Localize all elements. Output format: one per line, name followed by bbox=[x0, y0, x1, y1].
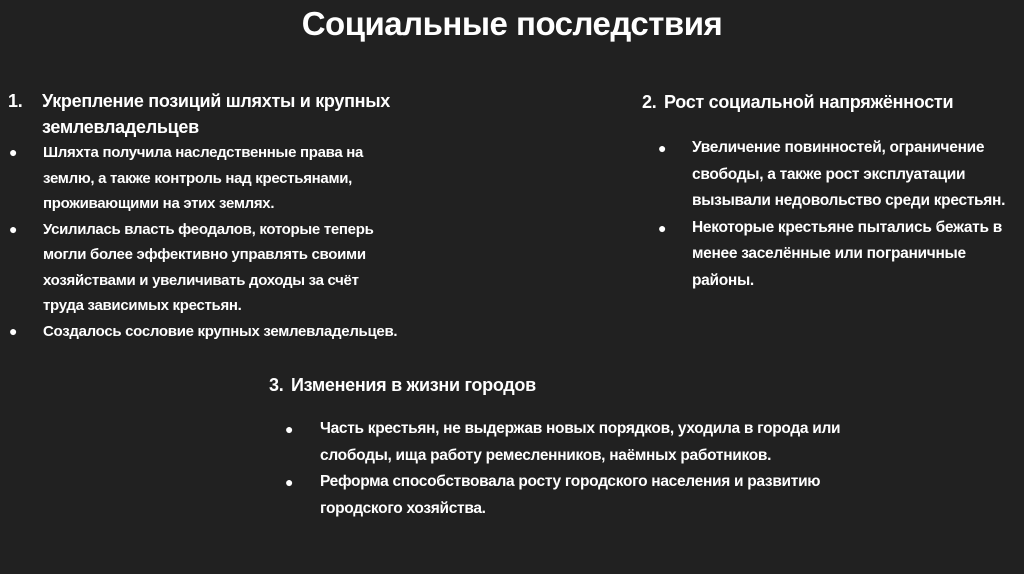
section-number: 1. bbox=[8, 91, 23, 111]
list-item-text: Увеличение повинностей, ограничение свободы, а также рост эксплуатации вызывали недовольство среди крестьян. bbox=[692, 139, 1006, 209]
list-item-text: Реформа способствовала росту городского населения и развитию городского хозяйства. bbox=[320, 473, 821, 517]
list-item-text: Некоторые крестьяне пытались бежать в менее заселённые или пограничные районы. bbox=[692, 218, 1002, 289]
section-heading bbox=[269, 372, 869, 398]
section-social-tension bbox=[642, 89, 1012, 294]
list-item-text: Создалось сословие крупных землевладельцев. bbox=[43, 322, 398, 340]
slide-title: Социальные последствия bbox=[301, 5, 723, 42]
list-item-text: Усилилась власть феодалов, которые теперь могли более эффективно управлять своими хозяйствами и увеличивать доходы за счёт труда зависимых крестьян. bbox=[43, 220, 374, 314]
section-heading-text: Изменения в жизни городов bbox=[291, 375, 536, 395]
list-item bbox=[269, 469, 869, 522]
section-heading-text: Укрепление позиций шляхты и крупных землевладельцев bbox=[42, 91, 391, 137]
list-item-text: Часть крестьян, не выдержав новых порядков, уходила в города или слободы, ища работу ремесленников, наёмных работников. bbox=[320, 420, 841, 464]
bullet-icon: ● bbox=[9, 322, 18, 339]
list-item bbox=[642, 215, 1012, 295]
list-item bbox=[8, 217, 398, 319]
section-cities bbox=[269, 372, 869, 522]
section-heading bbox=[8, 88, 398, 140]
bullet-icon: ● bbox=[285, 421, 294, 437]
list-item bbox=[8, 140, 398, 217]
section-number: 2. bbox=[642, 92, 657, 112]
list-item bbox=[8, 319, 398, 345]
bullet-list bbox=[8, 140, 398, 344]
bullet-list bbox=[642, 135, 1012, 294]
bullet-icon: ● bbox=[285, 474, 294, 490]
section-number: 3. bbox=[269, 375, 284, 395]
bullet-icon: ● bbox=[9, 144, 18, 160]
section-heading-text: Рост социальной напряжённости bbox=[664, 92, 954, 112]
section-landowners bbox=[8, 88, 398, 344]
list-item bbox=[642, 135, 1012, 215]
list-item bbox=[269, 416, 869, 469]
list-item-text: Шляхта получила наследственные права на землю, а также контроль над крестьянами, проживающими на этих землях. bbox=[43, 144, 364, 212]
bullet-icon: ● bbox=[658, 140, 667, 156]
bullet-list bbox=[269, 416, 869, 522]
section-heading bbox=[642, 89, 1012, 115]
bullet-icon: ● bbox=[9, 220, 18, 237]
bullet-icon: ● bbox=[658, 219, 667, 236]
